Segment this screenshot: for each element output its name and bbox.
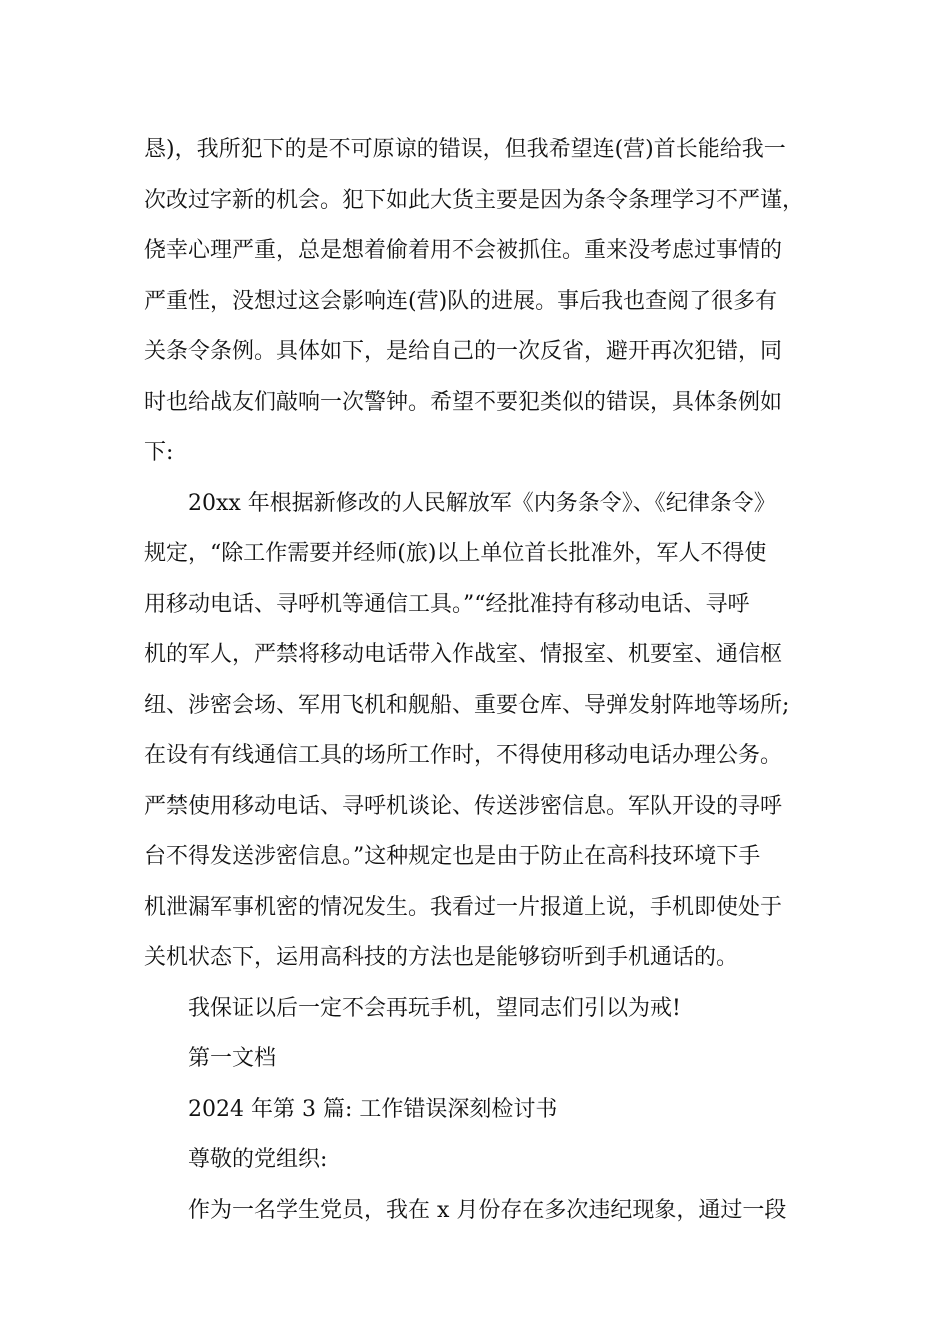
text-line: 次改过字新的机会。犯下如此大货主要是因为条令条理学习不严谨， <box>144 187 805 213</box>
document-body <box>144 125 814 1236</box>
text-line: 机泄漏军事机密的情况发生。我看过一片报道上说，手机即使处于 <box>144 894 783 920</box>
text-line: 严禁使用移动电话、寻呼机谈论、传送涉密信息。军队开设的寻呼 <box>144 793 783 819</box>
text-line: 用移动电话、寻呼机等通信工具。”“经批准持有移动电话、寻呼 <box>144 591 750 617</box>
text-line: 关条令条例。具体如下，是给自己的一次反省，避开再次犯错，同 <box>144 339 783 364</box>
text-line: 2024 年第 3 篇: 工作错误深刻检讨书 <box>188 1096 558 1122</box>
paragraph-continuation <box>144 125 814 479</box>
text-line: 作为一名学生党员，我在 x 月份存在多次违纪现象，通过一段 <box>188 1197 787 1223</box>
text-line: 下: <box>144 440 174 465</box>
text-line: 第一文档 <box>188 1046 277 1071</box>
text-line: 尊敬的党组织: <box>188 1147 328 1172</box>
text-line: 20xx 年根据新修改的人民解放军《内务条令》、《纪律条令》 <box>188 490 776 516</box>
paragraph-source <box>144 1034 814 1085</box>
paragraph-opening <box>144 1186 814 1237</box>
text-line: 台不得发送涉密信息。”这种规定也是由于防止在高科技环境下手 <box>144 844 761 869</box>
paragraph-promise <box>144 984 814 1035</box>
text-line: 严重性，没想过这会影响连(营)队的进展。事后我也查阅了很多有 <box>144 288 778 314</box>
text-line: 规定，“除工作需要并经师(旅)以上单位首长批准外，军人不得使 <box>144 541 767 566</box>
paragraph-regulation <box>144 479 814 984</box>
text-line: 时也给战友们敲响一次警钟。希望不要犯类似的错误，具体条例如 <box>144 389 783 415</box>
text-line: 纽、涉密会场、军用飞机和舰船、重要仓库、导弹发射阵地等场所; <box>144 692 790 718</box>
text-line: 侥幸心理严重，总是想着偷着用不会被抓住。重来没考虑过事情的 <box>144 238 783 263</box>
text-line: 机的军人，严禁将移动电话带入作战室、情报室、机要室、通信枢 <box>144 642 783 667</box>
salutation <box>144 1135 814 1186</box>
text-line: 我保证以后一定不会再玩手机，望同志们引以为戒! <box>188 995 681 1021</box>
section-heading <box>144 1085 814 1136</box>
text-line: 关机状态下，运用高科技的方法也是能够窃听到手机通话的。 <box>144 945 739 970</box>
text-line: 恳)，我所犯下的是不可原谅的错误，但我希望连(营)首长能给我一 <box>144 137 786 162</box>
text-line: 在设有有线通信工具的场所工作时，不得使用移动电话办理公务。 <box>144 743 783 768</box>
